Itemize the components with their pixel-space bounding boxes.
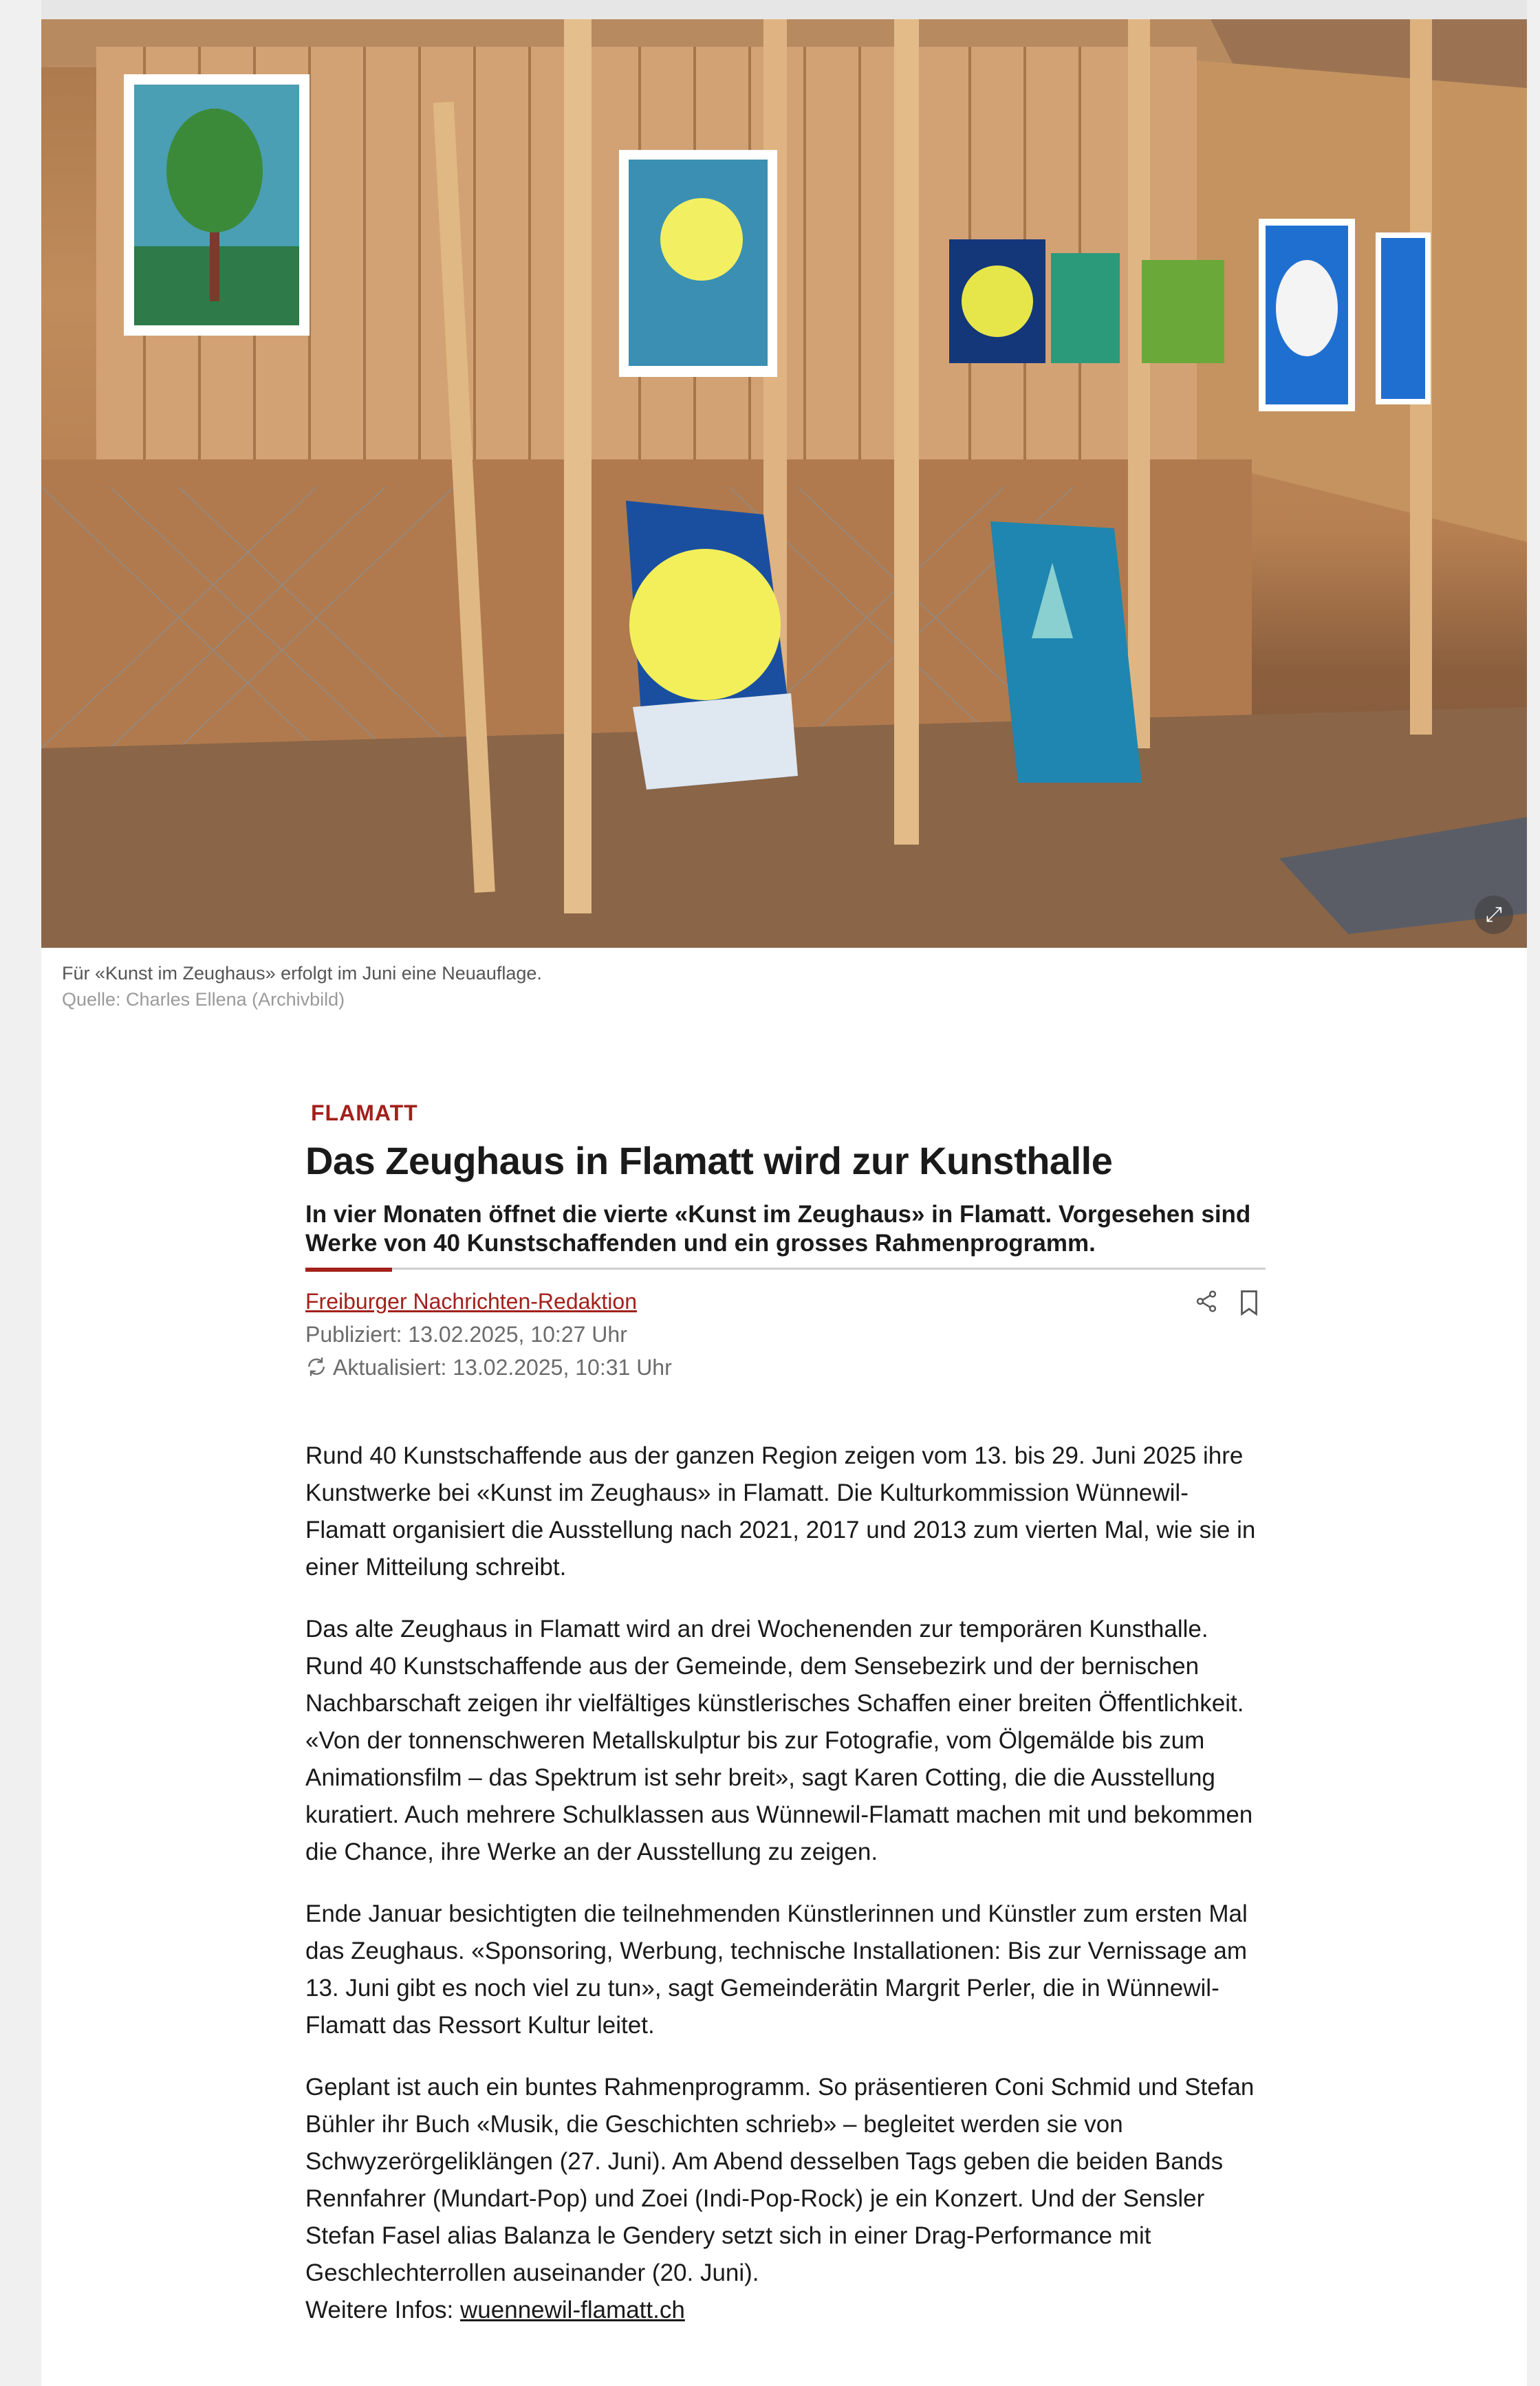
published-date: Publiziert: 13.02.2025, 10:27 Uhr <box>305 1322 627 1347</box>
lead-divider <box>305 1268 1266 1270</box>
refresh-icon <box>305 1354 327 1387</box>
paragraph: Ende Januar besichtigten die teilnehmenden Künstlerinnen und Künstler zum ersten Mal das Zeughaus. «Sponsoring, Werbung, technische Installationen: Bis zur Vernissage am 13. Juni gibt es noch viel zu tun», sagt Gemeinderätin Margrit Perler, die in Wünnewil-Flamatt das Ressort Kultur leitet. <box>305 1900 1248 2039</box>
image-caption <box>62 960 1506 1012</box>
exhibition-photo <box>41 19 1527 948</box>
expand-icon: ⤢ <box>1486 903 1502 926</box>
article-body <box>305 1438 1266 2329</box>
article-content <box>305 1100 1266 2354</box>
article-title: Das Zeughaus in Flamatt wird zur Kunsthalle <box>305 1139 1113 1182</box>
author-link[interactable]: Freiburger Nachrichten-Redaktion <box>305 1289 637 1314</box>
paragraph: Geplant ist auch ein buntes Rahmenprogramm. So präsentieren Coni Schmid und Stefan Bühler ihr Buch «Musik, die Geschichten schrieb» – begleitet werden sie von Schwyzerörgeliklängen (27. Juni). Am Abend desselben Tags geben die beiden Bands Rennfahrer (Mundart-Pop) und Zoei (Indi-Pop-Rock) je ein Konzert. Und der Sensler Stefan Fasel alias Balanza le Gendery setzt sich in einer Drag-Performance mit Geschlechterrollen auseinander (20. Juni). <box>305 2074 1255 2286</box>
paragraph: Rund 40 Kunstschaffende aus der ganzen Region zeigen vom 13. bis 29. Juni 2025 ihre Kunstwerke bei «Kunst im Zeughaus» in Flamatt. Die Kulturkommission Wünnewil-Flamatt organisiert die Ausstellung nach 2021, 2017 und 2013 zum vierten Mal, wie sie in einer Mitteilung schreibt. <box>305 1442 1256 1581</box>
article-page <box>41 0 1527 2386</box>
article-meta <box>305 1285 1266 1387</box>
updated-date: Aktualisiert: 13.02.2025, 10:31 Uhr <box>333 1355 672 1380</box>
expand-image-button[interactable] <box>1475 896 1513 934</box>
more-info-line <box>305 2292 1266 2329</box>
share-icon[interactable] <box>1194 1289 1219 1320</box>
article-lead: In vier Monaten öffnet die vierte «Kunst im Zeughaus» in Flamatt. Vorgesehen sind Werke von 40 Kunstschaffenden und ein grosses Rahmenprogramm. <box>305 1201 1251 1257</box>
article-actions <box>1194 1289 1261 1320</box>
bookmark-icon[interactable] <box>1237 1289 1261 1320</box>
article-kicker: FLAMATT <box>311 1100 418 1125</box>
more-info-link[interactable]: wuennewil-flamatt.ch <box>460 2297 685 2323</box>
updated-date-row <box>305 1351 1266 1387</box>
hero-image[interactable] <box>41 19 1527 948</box>
paragraph: Das alte Zeughaus in Flamatt wird an drei Wochenenden zur temporären Kunsthalle. Rund 40 Kunstschaffende aus der Gemeinde, dem Sensebezirk und der bernischen Nachbarschaft zeigen ihr vielfältiges künstlerisches Schaffen einer breiten Öffentlichkeit. «Von der tonnenschweren Metallskulptur bis zur Fotografie, vom Ölgemälde bis zum Animationsfilm – das Spektrum ist sehr breit», sagt Karen Cotting, die die Ausstellung kuratiert. Auch mehrere Schulklassen aus Wünnewil-Flamatt machen mit und bekommen die Chance, ihre Werke an der Ausstellung zu zeigen. <box>305 1616 1253 1865</box>
top-bar <box>41 0 1527 19</box>
divider-accent <box>305 1268 392 1272</box>
caption-text: Für «Kunst im Zeughaus» erfolgt im Juni eine Neuauflage. <box>62 963 542 984</box>
more-info-label: Weitere Infos: <box>305 2297 461 2323</box>
caption-source: Quelle: Charles Ellena (Archivbild) <box>62 989 345 1010</box>
